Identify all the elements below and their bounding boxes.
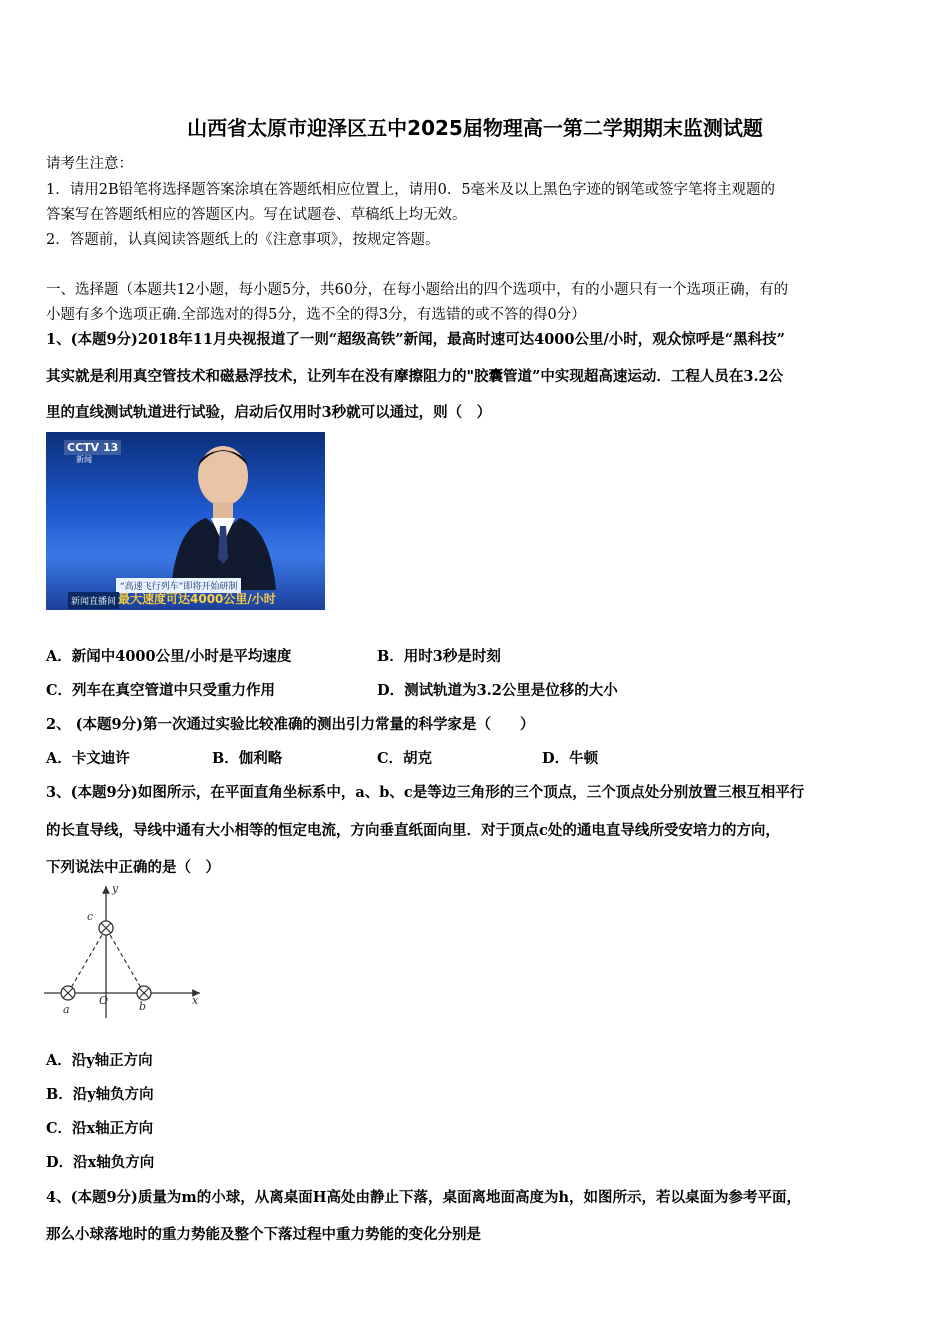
wire-c-icon <box>99 921 113 935</box>
anchor-figure <box>166 440 286 590</box>
section-instructions-1: 一、选择题（本题共12小题，每小题5分，共60分，在每小题给出的四个选项中，有的小题只有一个选项正确，有的 <box>46 282 789 298</box>
q1-option-b[interactable]: B．用时3秒是时刻 <box>377 648 501 665</box>
q2-option-b[interactable]: B．伽利略 <box>212 750 283 767</box>
caption-top: “高速飞行列车”即将开始研制 <box>116 578 241 593</box>
q3-text-3: 下列说法中正确的是（ ） <box>46 859 220 876</box>
q3-text-1: 3、(本题9分)如图所示，在平面直角坐标系中，a、b、c是等边三角形的三个顶点，三个顶点处分别放置三根互相平行 <box>46 784 805 801</box>
notice-line-1: 1．请用2B铅笔将选择题答案涂填在答题纸相应位置上，请用0．5毫米及以上黑色字迹的钢笔或签字笔将主观题的 <box>46 182 776 198</box>
label-c: c <box>87 910 94 923</box>
caption-main: 最大速度可达4000公里/小时 <box>118 592 276 606</box>
q2-option-c[interactable]: C．胡克 <box>377 750 433 767</box>
edge-ac <box>68 928 106 993</box>
q1-text-3: 里的直线测试轨道进行试验，启动后仅用时3秒就可以通过，则（ ） <box>46 404 492 421</box>
q3-option-b[interactable]: B．沿y轴负方向 <box>46 1086 154 1103</box>
label-x: x <box>192 994 199 1007</box>
q2-text: 2、 (本题9分)第一次通过实验比较准确的测出引力常量的科学家是（ ） <box>46 716 535 733</box>
q1-option-d[interactable]: D．测试轨道为3.2公里是位移的大小 <box>377 682 618 699</box>
q3-option-c[interactable]: C．沿x轴正方向 <box>46 1120 154 1137</box>
q2-option-d[interactable]: D．牛顿 <box>542 750 599 767</box>
coordinate-diagram <box>44 880 214 1020</box>
wire-b-icon <box>137 986 151 1000</box>
cctv-logo: CCTV 13 <box>64 440 121 455</box>
q3-text-2: 的长直导线，导线中通有大小相等的恒定电流，方向垂直纸面向里．对于顶点c处的通电直导线所受安培力的方向， <box>46 822 780 839</box>
edge-bc <box>106 928 144 993</box>
q1-option-a[interactable]: A．新闻中4000公里/小时是平均速度 <box>46 648 292 665</box>
cctv-logo-sub: 新闻 <box>76 455 92 464</box>
notice-line-3: 2．答题前，认真阅读答题纸上的《注意事项》，按规定答题。 <box>46 232 440 248</box>
label-a: a <box>63 1003 70 1016</box>
q1-text-2: 其实就是利用真空管技术和磁悬浮技术，让列车在没有摩擦阻力的"胶囊管道”中实现超高速运动．工程人员在3.2公 <box>46 368 784 385</box>
label-y: y <box>112 882 119 895</box>
q3-option-a[interactable]: A．沿y轴正方向 <box>46 1052 153 1069</box>
section-instructions-2: 小题有多个选项正确.全部选对的得5分，选不全的得3分，有选错的或不答的得0分） <box>46 307 586 323</box>
label-b: b <box>139 1000 147 1013</box>
q1-text-1: 1、(本题9分)2018年11月央视报道了一则“超级高铁”新闻，最高时速可达4000公里/小时，观众惊呼是“黑科技” <box>46 331 785 348</box>
notice-heading: 请考生注意： <box>46 156 133 172</box>
q4-text-2: 那么小球落地时的重力势能及整个下落过程中重力势能的变化分别是 <box>46 1226 481 1243</box>
q3-option-d[interactable]: D．沿x轴负方向 <box>46 1154 155 1171</box>
page-title: 山西省太原市迎泽区五中2025届物理高一第二学期期末监测试题 <box>187 116 763 140</box>
wire-a-icon <box>61 986 75 1000</box>
q2-option-a[interactable]: A．卡文迪许 <box>46 750 130 767</box>
q1-option-c[interactable]: C．列车在真空管道中只受重力作用 <box>46 682 276 699</box>
caption-tag: 新闻直播间 <box>68 592 119 609</box>
notice-line-2: 答案写在答题纸相应的答题区内。写在试题卷、草稿纸上均无效。 <box>46 207 467 223</box>
news-broadcast-photo <box>46 432 325 610</box>
q4-text-1: 4、(本题9分)质量为m的小球，从离桌面H高处由静止下落，桌面离地面高度为h，如图所示，若以桌面为参考平面， <box>46 1189 801 1206</box>
label-origin: O <box>99 994 109 1007</box>
